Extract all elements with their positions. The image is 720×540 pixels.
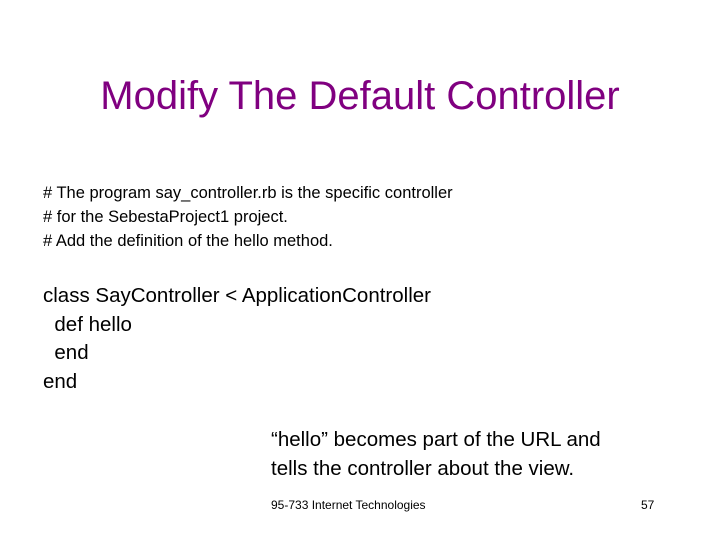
slide-title: Modify The Default Controller [100,74,620,118]
page-number: 57 [641,498,655,512]
explanation-note [271,426,601,483]
code-line: def hello [43,312,132,336]
code-line: end [43,369,78,393]
code-comments [43,181,453,253]
footer-text: 95-733 Internet Technologies [271,498,426,512]
comment-line: # The program say_controller.rb is the specific controller [43,184,453,202]
comment-line: # Add the definition of the hello method. [43,232,333,250]
note-line: “hello” becomes part of the URL and [271,428,601,451]
code-block [43,282,431,396]
comment-line: # for the SebestaProject1 project. [43,208,288,226]
code-line: end [43,341,89,364]
code-line: class SayController < ApplicationController [43,284,431,307]
note-line: tells the controller about the view. [271,456,575,480]
